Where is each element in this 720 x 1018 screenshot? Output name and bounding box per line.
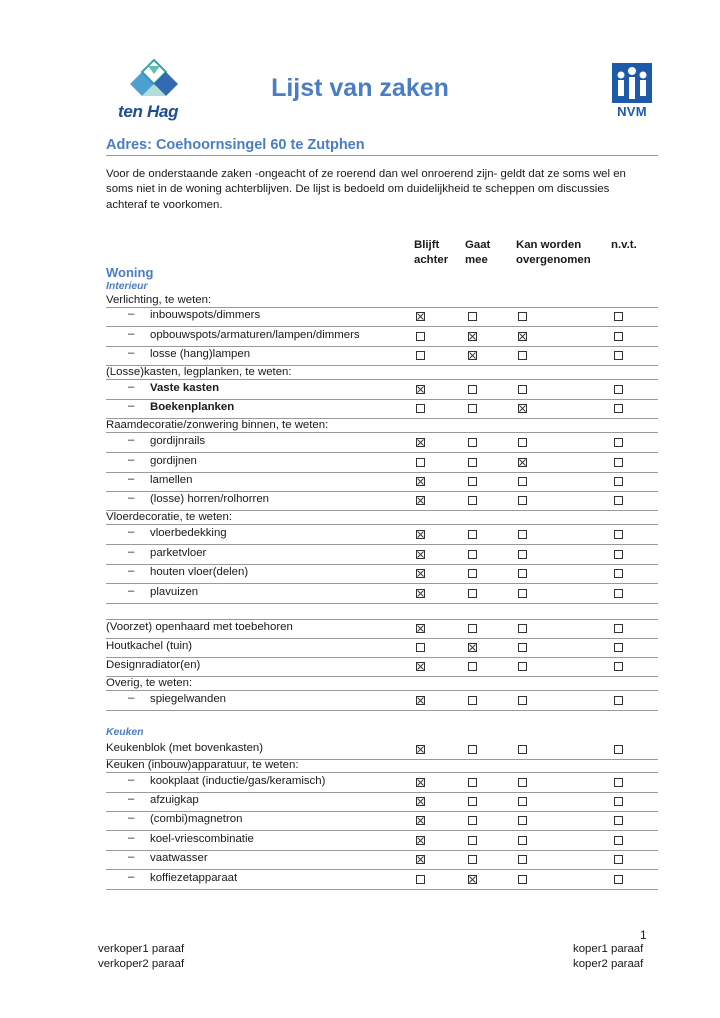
table-row bbox=[106, 740, 658, 760]
column-header-blijft-achter bbox=[414, 238, 448, 267]
checkmark-x-icon bbox=[417, 313, 424, 320]
category-row bbox=[106, 511, 658, 525]
checkbox-blijft-achter[interactable] bbox=[416, 778, 425, 787]
checkmark-x-icon bbox=[417, 386, 424, 393]
checkbox-gaat-mee[interactable] bbox=[468, 875, 477, 884]
checkbox-blijft-achter[interactable] bbox=[416, 836, 425, 845]
checkmark-x-icon bbox=[417, 817, 424, 824]
checkbox-gaat-mee[interactable] bbox=[468, 855, 477, 864]
checkbox-blijft-achter[interactable] bbox=[416, 385, 425, 394]
checkbox-gaat-mee[interactable] bbox=[468, 662, 477, 671]
list-dash: – bbox=[128, 434, 135, 446]
table-row bbox=[106, 792, 658, 812]
page-number: 1 bbox=[640, 928, 647, 942]
checkbox-nvt[interactable] bbox=[614, 778, 623, 787]
checkbox-gaat-mee[interactable] bbox=[468, 530, 477, 539]
checkbox-gaat-mee[interactable] bbox=[468, 385, 477, 394]
checkbox-kan-worden-overgenomen[interactable] bbox=[518, 836, 527, 845]
checkbox-kan-worden-overgenomen[interactable] bbox=[518, 496, 527, 505]
checkbox-gaat-mee[interactable] bbox=[468, 550, 477, 559]
table-row bbox=[106, 491, 658, 511]
list-dash: – bbox=[128, 492, 135, 504]
checkbox-kan-worden-overgenomen[interactable] bbox=[518, 797, 527, 806]
checkmark-x-icon bbox=[469, 333, 476, 340]
checkbox-kan-worden-overgenomen[interactable] bbox=[518, 404, 527, 413]
table-row bbox=[106, 327, 658, 347]
list-dash: – bbox=[128, 692, 135, 704]
nvm-logo-text: NVM bbox=[617, 104, 647, 119]
footer-right bbox=[573, 942, 643, 972]
list-dash: – bbox=[128, 328, 135, 340]
checkmark-x-icon bbox=[417, 837, 424, 844]
buyer1-initials-label: koper1 paraaf bbox=[573, 943, 644, 955]
table-row bbox=[106, 638, 658, 658]
checkbox-blijft-achter[interactable] bbox=[416, 875, 425, 884]
table-row bbox=[106, 399, 658, 419]
category-row bbox=[106, 366, 658, 380]
checkbox-nvt[interactable] bbox=[614, 569, 623, 578]
checkbox-blijft-achter[interactable] bbox=[416, 550, 425, 559]
checkbox-nvt[interactable] bbox=[614, 662, 623, 671]
row-label: Verlichting, te weten: bbox=[106, 294, 212, 306]
list-dash: – bbox=[128, 473, 135, 485]
checkbox-nvt[interactable] bbox=[614, 351, 623, 360]
row-label: Vaste kasten bbox=[150, 382, 220, 394]
row-label: gordijnen bbox=[150, 455, 197, 467]
checkbox-nvt[interactable] bbox=[614, 530, 623, 539]
checkmark-x-icon bbox=[519, 405, 526, 412]
checkbox-kan-worden-overgenomen[interactable] bbox=[518, 477, 527, 486]
checkbox-gaat-mee[interactable] bbox=[468, 696, 477, 705]
checkbox-gaat-mee[interactable] bbox=[468, 745, 477, 754]
checkbox-gaat-mee[interactable] bbox=[468, 438, 477, 447]
list-dash: – bbox=[128, 585, 135, 597]
checkbox-nvt[interactable] bbox=[614, 496, 623, 505]
address-heading: Adres: Coehoornsingel 60 te Zutphen bbox=[106, 137, 365, 153]
checkbox-kan-worden-overgenomen[interactable] bbox=[518, 332, 527, 341]
table-row bbox=[106, 773, 658, 793]
row-label: Keukenblok (met bovenkasten) bbox=[106, 742, 264, 754]
checkbox-kan-worden-overgenomen[interactable] bbox=[518, 816, 527, 825]
checkbox-nvt[interactable] bbox=[614, 816, 623, 825]
checkbox-gaat-mee[interactable] bbox=[468, 351, 477, 360]
checkbox-blijft-achter[interactable] bbox=[416, 816, 425, 825]
checkbox-blijft-achter[interactable] bbox=[416, 696, 425, 705]
column-header-gaat-mee bbox=[465, 238, 490, 267]
subsection-keuken: Keuken bbox=[106, 727, 144, 738]
checkbox-blijft-achter[interactable] bbox=[416, 496, 425, 505]
checkmark-x-icon bbox=[417, 663, 424, 670]
checkmark-x-icon bbox=[417, 478, 424, 485]
checkbox-kan-worden-overgenomen[interactable] bbox=[518, 589, 527, 598]
address-divider bbox=[106, 155, 658, 156]
checkbox-gaat-mee[interactable] bbox=[468, 836, 477, 845]
column-header-line: overgenomen bbox=[516, 253, 591, 266]
checkmark-x-icon bbox=[417, 497, 424, 504]
row-label: Overig, te weten: bbox=[106, 677, 193, 689]
checkbox-blijft-achter[interactable] bbox=[416, 624, 425, 633]
checkbox-gaat-mee[interactable] bbox=[468, 569, 477, 578]
checkbox-blijft-achter[interactable] bbox=[416, 438, 425, 447]
table-row bbox=[106, 307, 658, 327]
list-dash: – bbox=[128, 851, 135, 863]
checkmark-x-icon bbox=[417, 746, 424, 753]
row-label: parketvloer bbox=[150, 547, 207, 559]
checkbox-nvt[interactable] bbox=[614, 624, 623, 633]
row-label: opbouwspots/armaturen/lampen/dimmers bbox=[150, 329, 360, 341]
table-row bbox=[106, 691, 658, 711]
seller2-initials-label: verkoper2 paraaf bbox=[98, 958, 185, 970]
checkmark-x-icon bbox=[417, 779, 424, 786]
checkbox-blijft-achter[interactable] bbox=[416, 797, 425, 806]
checkbox-gaat-mee[interactable] bbox=[468, 404, 477, 413]
checkbox-blijft-achter[interactable] bbox=[416, 589, 425, 598]
table-row bbox=[106, 545, 658, 565]
row-label: koel-vriescombinatie bbox=[150, 833, 254, 845]
checkbox-gaat-mee[interactable] bbox=[468, 589, 477, 598]
checkmark-x-icon bbox=[417, 590, 424, 597]
row-label: vloerbedekking bbox=[150, 527, 227, 539]
section-woning: Woning bbox=[106, 265, 154, 280]
checkbox-kan-worden-overgenomen[interactable] bbox=[518, 385, 527, 394]
list-dash: – bbox=[128, 546, 135, 558]
checkbox-kan-worden-overgenomen[interactable] bbox=[518, 438, 527, 447]
checkmark-x-icon bbox=[519, 459, 526, 466]
column-header-line: n.v.t. bbox=[611, 239, 637, 251]
row-label: kookplaat (inductie/gas/keramisch) bbox=[150, 775, 326, 787]
row-label: inbouwspots/dimmers bbox=[150, 309, 261, 321]
ten-hag-logo-text: ten Hag bbox=[118, 102, 179, 121]
checkbox-nvt[interactable] bbox=[614, 797, 623, 806]
checkmark-x-icon bbox=[417, 531, 424, 538]
checkbox-blijft-achter[interactable] bbox=[416, 312, 425, 321]
checkbox-gaat-mee[interactable] bbox=[468, 643, 477, 652]
checkmark-x-icon bbox=[417, 697, 424, 704]
checkmark-x-icon bbox=[417, 856, 424, 863]
checkbox-nvt[interactable] bbox=[614, 385, 623, 394]
nvm-emblem-icon bbox=[611, 62, 653, 104]
row-label: lamellen bbox=[150, 474, 193, 486]
checkbox-gaat-mee[interactable] bbox=[468, 496, 477, 505]
page-title: Lijst van zaken bbox=[271, 74, 449, 102]
checkbox-nvt[interactable] bbox=[614, 643, 623, 652]
list-dash: – bbox=[128, 871, 135, 883]
checkbox-gaat-mee[interactable] bbox=[468, 477, 477, 486]
checkbox-kan-worden-overgenomen[interactable] bbox=[518, 643, 527, 652]
table-row bbox=[106, 525, 658, 545]
column-header-kan-worden-overgenomen bbox=[516, 238, 591, 267]
row-label: (losse) horren/rolhorren bbox=[150, 493, 270, 505]
checkmark-x-icon bbox=[469, 644, 476, 651]
table-row bbox=[106, 657, 658, 677]
row-label: losse (hang)lampen bbox=[150, 348, 251, 360]
checkbox-nvt[interactable] bbox=[614, 458, 623, 467]
checkbox-kan-worden-overgenomen[interactable] bbox=[518, 530, 527, 539]
checkbox-blijft-achter[interactable] bbox=[416, 458, 425, 467]
row-label: (combi)magnetron bbox=[150, 813, 243, 825]
row-label: Boekenplanken bbox=[150, 401, 235, 413]
table-row bbox=[106, 433, 658, 453]
table-row bbox=[106, 564, 658, 584]
row-label: afzuigkap bbox=[150, 794, 199, 806]
row-label: Vloerdecoratie, te weten: bbox=[106, 511, 233, 523]
row-label: (Voorzet) openhaard met toebehoren bbox=[106, 621, 293, 633]
row-label: plavuizen bbox=[150, 586, 199, 598]
checkbox-nvt[interactable] bbox=[614, 855, 623, 864]
checkmark-x-icon bbox=[469, 352, 476, 359]
checkbox-kan-worden-overgenomen[interactable] bbox=[518, 696, 527, 705]
checkbox-nvt[interactable] bbox=[614, 550, 623, 559]
checkbox-kan-worden-overgenomen[interactable] bbox=[518, 624, 527, 633]
checkbox-nvt[interactable] bbox=[614, 332, 623, 341]
category-row bbox=[106, 677, 658, 691]
checkbox-blijft-achter[interactable] bbox=[416, 855, 425, 864]
checkmark-x-icon bbox=[417, 798, 424, 805]
list-dash: – bbox=[128, 526, 135, 538]
table-row bbox=[106, 380, 658, 400]
row-label: spiegelwanden bbox=[150, 693, 226, 705]
column-header-nvt bbox=[611, 238, 637, 253]
checkmark-x-icon bbox=[417, 551, 424, 558]
checkbox-nvt[interactable] bbox=[614, 696, 623, 705]
list-dash: – bbox=[128, 565, 135, 577]
list-dash: – bbox=[128, 400, 135, 412]
footer-left bbox=[98, 942, 184, 972]
category-row bbox=[106, 294, 658, 308]
list-dash: – bbox=[128, 793, 135, 805]
checkbox-kan-worden-overgenomen[interactable] bbox=[518, 745, 527, 754]
checkbox-gaat-mee[interactable] bbox=[468, 458, 477, 467]
checkbox-blijft-achter[interactable] bbox=[416, 643, 425, 652]
row-label: (Losse)kasten, legplanken, te weten: bbox=[106, 366, 292, 378]
checkbox-gaat-mee[interactable] bbox=[468, 797, 477, 806]
table-row bbox=[106, 811, 658, 831]
checkmark-x-icon bbox=[417, 625, 424, 632]
table-row bbox=[106, 472, 658, 492]
checkbox-nvt[interactable] bbox=[614, 477, 623, 486]
row-label: Keuken (inbouw)apparatuur, te weten: bbox=[106, 759, 299, 771]
checkbox-kan-worden-overgenomen[interactable] bbox=[518, 458, 527, 467]
list-dash: – bbox=[128, 381, 135, 393]
checkmark-x-icon bbox=[417, 570, 424, 577]
checkbox-kan-worden-overgenomen[interactable] bbox=[518, 569, 527, 578]
checkbox-blijft-achter[interactable] bbox=[416, 745, 425, 754]
checkbox-kan-worden-overgenomen[interactable] bbox=[518, 875, 527, 884]
seller1-initials-label: verkoper1 paraaf bbox=[98, 943, 185, 955]
nvm-logo bbox=[611, 62, 653, 120]
list-dash: – bbox=[128, 454, 135, 466]
row-label: Raamdecoratie/zonwering binnen, te weten: bbox=[106, 419, 329, 431]
buyer2-initials-label: koper2 paraaf bbox=[573, 958, 644, 970]
checkbox-nvt[interactable] bbox=[614, 745, 623, 754]
column-header-line: mee bbox=[465, 253, 488, 266]
row-label: Designradiator(en) bbox=[106, 659, 201, 671]
checkbox-kan-worden-overgenomen[interactable] bbox=[518, 855, 527, 864]
checkbox-nvt[interactable] bbox=[614, 875, 623, 884]
checkbox-blijft-achter[interactable] bbox=[416, 351, 425, 360]
checkbox-nvt[interactable] bbox=[614, 589, 623, 598]
category-row bbox=[106, 419, 658, 433]
blank-row bbox=[106, 600, 658, 620]
list-dash: – bbox=[128, 308, 135, 320]
row-label: vaatwasser bbox=[150, 852, 208, 864]
list-dash: – bbox=[128, 774, 135, 786]
checkmark-x-icon bbox=[519, 333, 526, 340]
table-row bbox=[106, 870, 658, 890]
checkbox-kan-worden-overgenomen[interactable] bbox=[518, 351, 527, 360]
checkbox-blijft-achter[interactable] bbox=[416, 477, 425, 486]
checkbox-gaat-mee[interactable] bbox=[468, 816, 477, 825]
checkbox-gaat-mee[interactable] bbox=[468, 778, 477, 787]
checkbox-nvt[interactable] bbox=[614, 312, 623, 321]
checkbox-gaat-mee[interactable] bbox=[468, 624, 477, 633]
checkbox-gaat-mee[interactable] bbox=[468, 312, 477, 321]
checkbox-kan-worden-overgenomen[interactable] bbox=[518, 312, 527, 321]
category-row bbox=[106, 759, 658, 773]
table-row bbox=[106, 619, 658, 639]
checkbox-nvt[interactable] bbox=[614, 836, 623, 845]
list-dash: – bbox=[128, 812, 135, 824]
subsection-interieur: Interieur bbox=[106, 281, 148, 292]
column-header-line: Blijft bbox=[414, 239, 440, 251]
column-header-line: achter bbox=[414, 253, 449, 266]
table-row bbox=[106, 831, 658, 851]
checkbox-nvt[interactable] bbox=[614, 404, 623, 413]
list-dash: – bbox=[128, 347, 135, 359]
intro-paragraph: Voor de onderstaande zaken -ongeacht of ze roerend dan wel onroerend zijn- geldt dat ze soms wel en soms niet in de woning achterblijven. De lijst is bedoeld om duidelijkheid te scheppen om discussies achteraf te voorkomen. bbox=[106, 168, 626, 211]
table-row bbox=[106, 453, 658, 473]
checkbox-blijft-achter[interactable] bbox=[416, 404, 425, 413]
list-dash: – bbox=[128, 832, 135, 844]
checkbox-blijft-achter[interactable] bbox=[416, 569, 425, 578]
checkbox-nvt[interactable] bbox=[614, 438, 623, 447]
checkbox-kan-worden-overgenomen[interactable] bbox=[518, 662, 527, 671]
row-label: houten vloer(delen) bbox=[150, 566, 249, 578]
table-row bbox=[106, 346, 658, 366]
row-label: gordijnrails bbox=[150, 435, 206, 447]
checkbox-kan-worden-overgenomen[interactable] bbox=[518, 778, 527, 787]
table-row bbox=[106, 850, 658, 870]
checkmark-x-icon bbox=[417, 439, 424, 446]
checkmark-x-icon bbox=[469, 876, 476, 883]
row-label: Houtkachel (tuin) bbox=[106, 640, 193, 652]
checkbox-kan-worden-overgenomen[interactable] bbox=[518, 550, 527, 559]
checkbox-gaat-mee[interactable] bbox=[468, 332, 477, 341]
checkbox-blijft-achter[interactable] bbox=[416, 662, 425, 671]
column-header-line: Kan worden bbox=[516, 239, 582, 251]
checkbox-blijft-achter[interactable] bbox=[416, 530, 425, 539]
checkbox-blijft-achter[interactable] bbox=[416, 332, 425, 341]
column-header-line: Gaat bbox=[465, 239, 491, 251]
row-label: koffiezetapparaat bbox=[150, 872, 238, 884]
